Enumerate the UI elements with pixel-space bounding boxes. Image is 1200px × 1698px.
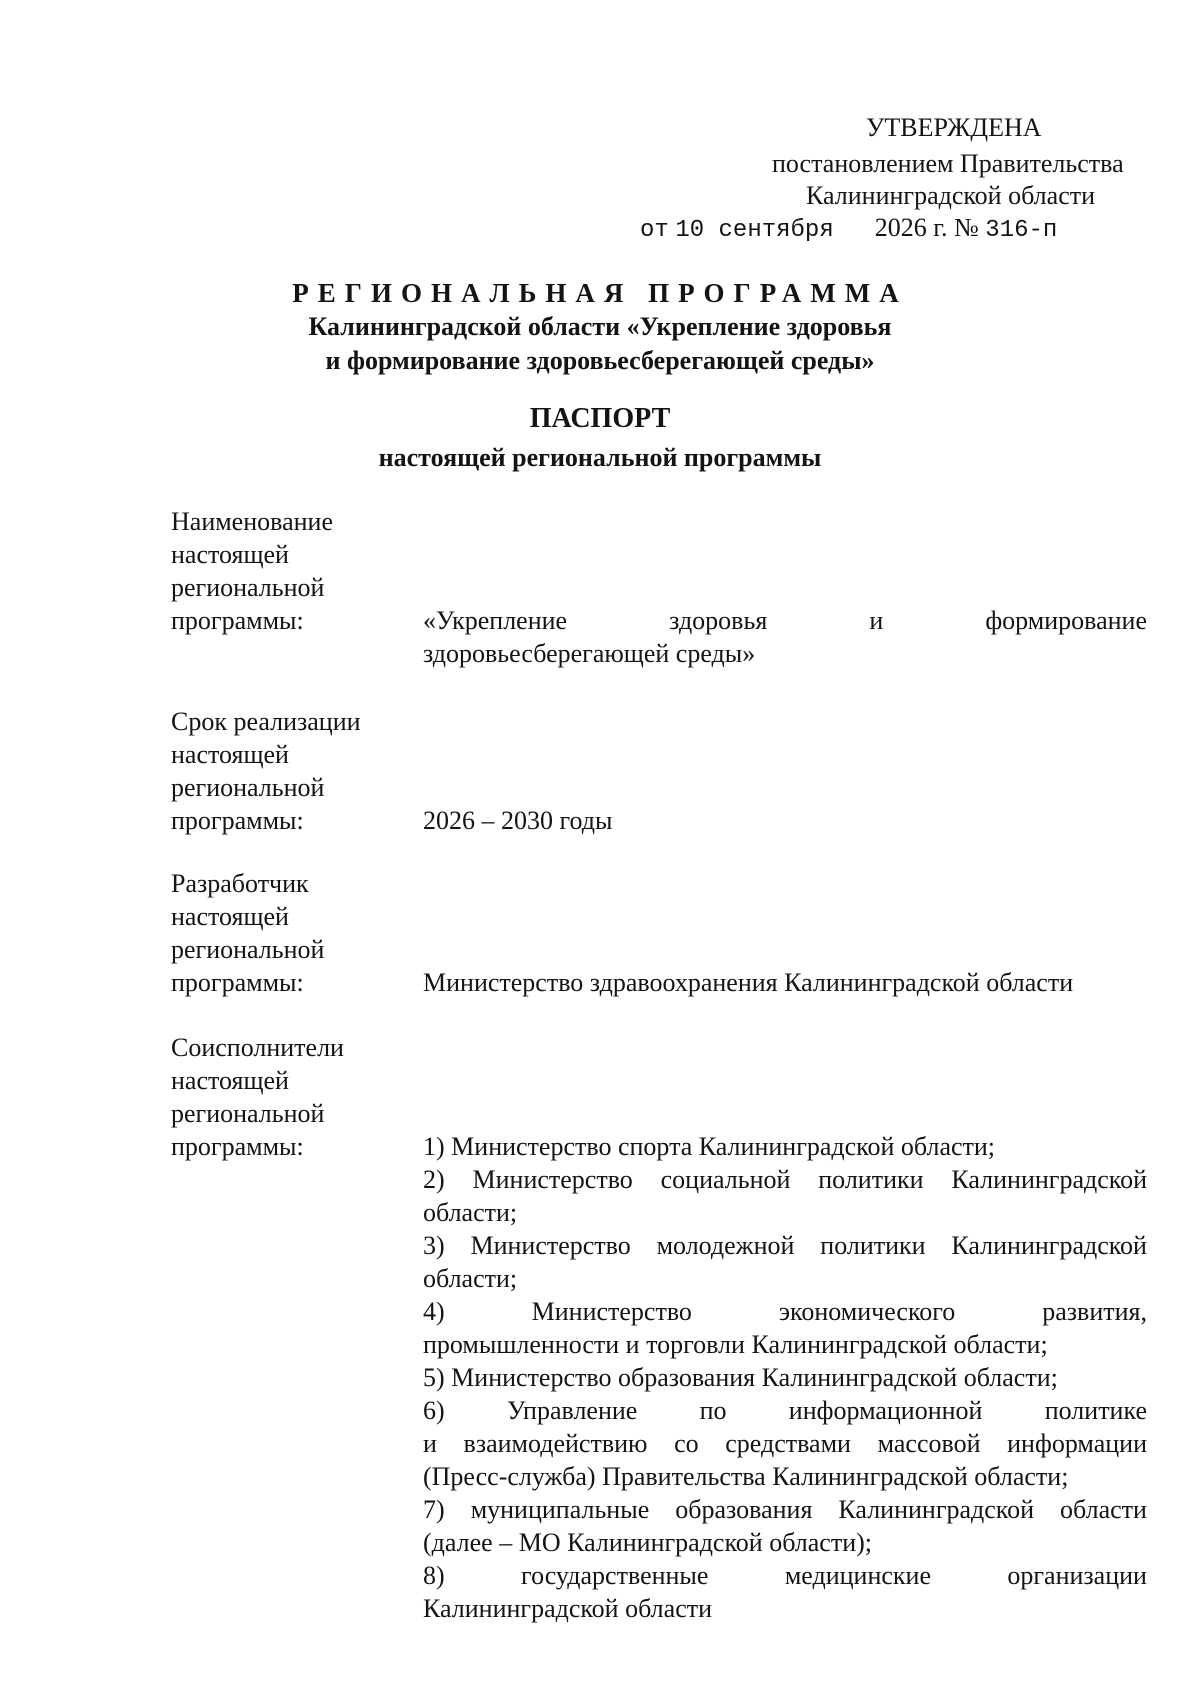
coexecutor-word: средствами [725,1429,851,1458]
program-name-line-1: «Укрепление здоровья и формирование [423,606,1147,635]
coexecutor-word: молодежной [656,1231,795,1260]
coexecutor-word: области [1060,1495,1147,1524]
program-subtitle-line-2: и формирование здоровьесберегающей среды» [325,346,875,375]
coexecutor-word: Калининградской [951,1165,1147,1194]
coexecutor-word: 2) [423,1165,445,1194]
approval-line-2: Калининградской области [806,181,1096,210]
coexecutor-word: социальной [660,1165,791,1194]
coexecutor-line [423,1163,1147,1196]
program-subtitle [0,310,1200,378]
coexecutor-word: медицинские [784,1561,931,1590]
coexecutor-word: по [699,1396,727,1425]
coexecutor-word: 7) [423,1495,445,1524]
program-term-value: 2026 – 2030 годы [423,806,613,835]
program-name-line-2: здоровьесберегающей среды» [423,639,756,668]
coexecutor-line: 5) Министерство образования Калининградской области; [423,1363,1058,1392]
number-sign: № [953,213,979,242]
coexecutor-item [423,1130,1147,1163]
coexecutor-item [423,1493,1147,1559]
coexecutor-word: Калининградской [838,1495,1035,1524]
coexecutor-word: 4) [423,1297,445,1326]
coexecutor-line: области; [423,1198,518,1227]
coexecutor-word: развития, [1042,1297,1147,1326]
coexecutor-line [423,1229,1147,1262]
coexecutor-item [423,1394,1147,1493]
coexecutor-line [423,1559,1147,1592]
coexecutor-word: Управление [506,1396,638,1425]
approval-status: УТВЕРЖДЕНА [866,113,1042,142]
coexecutor-word: Министерство [472,1165,633,1194]
coexecutor-word: 3) [423,1231,445,1260]
coexecutor-line [423,1295,1147,1328]
coexecutor-line: промышленности и торговли Калининградской области; [423,1330,1048,1359]
approval-date: 10 сентября [675,217,834,244]
program-developer-value: Министерство здравоохранения Калининградской области [423,968,1074,997]
coexecutor-line [423,1394,1147,1427]
coexecutor-item [423,1559,1147,1625]
approval-number: 316-п [985,217,1058,244]
program-name-value [423,604,1147,670]
coexecutor-item [423,1163,1147,1229]
coexecutor-line: области; [423,1264,518,1293]
passport-subtitle: настоящей региональной программы [378,443,822,472]
coexecutor-word: политики [820,1231,926,1260]
coexecutor-line [423,1427,1147,1460]
program-term-label: Срок реализации настоящей региональной программы: [171,707,361,835]
program-subtitle-line-1: Калининградской области «Укрепление здоровья [308,312,892,341]
program-name-label: Наименование настоящей региональной программы: [171,507,333,635]
coexecutor-word: экономического [778,1297,956,1326]
coexecutor-item [423,1295,1147,1361]
coexecutor-line: Калининградской области [423,1594,713,1623]
coexecutor-word: со [674,1429,699,1458]
coexecutor-word: информационной [788,1396,983,1425]
program-developer-label: Разработчик настоящей региональной программы: [171,869,325,997]
coexecutor-word: массовой [877,1429,981,1458]
coexecutor-word: информации [1007,1429,1147,1458]
coexecutor-word: политике [1044,1396,1147,1425]
date-prefix: от [640,217,669,244]
coexecutor-word: взаимодействию [463,1429,648,1458]
coexecutors-list [423,1130,1147,1625]
coexecutor-word: образования [675,1495,813,1524]
coexecutor-item [423,1229,1147,1295]
coexecutor-word: политики [818,1165,924,1194]
program-title: РЕГИОНАЛЬНАЯ ПРОГРАММА [292,278,908,308]
coexecutor-word: Калининградской [951,1231,1147,1260]
coexecutor-word: и [423,1429,437,1458]
approval-year: 2026 г. [874,213,948,242]
coexecutor-line: (Пресс-служба) Правительства Калининградской области; [423,1462,1069,1491]
coexecutor-line: (далее – МО Калининградской области); [423,1528,872,1557]
coexecutor-word: 8) [423,1561,445,1590]
coexecutor-item [423,1361,1147,1394]
approval-date-line [640,212,1057,247]
coexecutor-line: 1) Министерство спорта Калининградской области; [423,1132,996,1161]
coexecutor-line [423,1493,1147,1526]
coexecutor-word: Министерство [470,1231,631,1260]
coexecutor-word: Министерство [531,1297,692,1326]
program-coexecutors-label: Соисполнители настоящей региональной программы: [171,1033,344,1161]
coexecutor-word: организации [1007,1561,1147,1590]
passport-title: ПАСПОРТ [529,403,671,434]
approval-line-1: постановлением Правительства [772,149,1124,178]
coexecutor-word: государственные [521,1561,709,1590]
coexecutor-word: 6) [423,1396,445,1425]
coexecutor-word: муниципальные [470,1495,650,1524]
